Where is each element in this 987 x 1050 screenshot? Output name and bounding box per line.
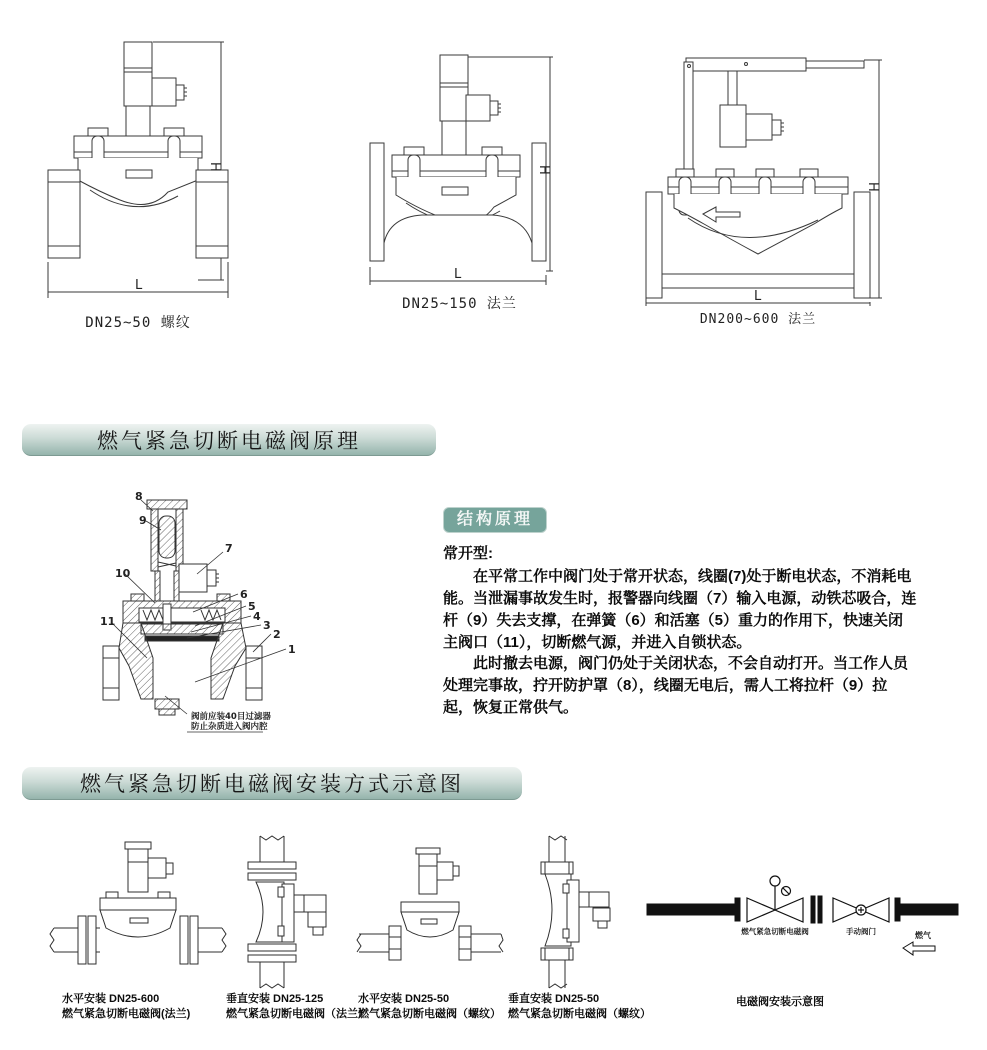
dim-label-l: L bbox=[454, 267, 462, 282]
callout-6: 6 bbox=[240, 588, 248, 601]
gas-flow-arrow-icon bbox=[903, 942, 935, 955]
callout-11: 11 bbox=[100, 615, 116, 628]
drawing-caption: DN25~50 螺纹 bbox=[85, 315, 191, 331]
red-note-line1: 阀前应装40目过滤器 bbox=[191, 712, 271, 722]
solenoid-actuator bbox=[720, 105, 746, 147]
dim-label-h: H bbox=[865, 182, 880, 192]
structure-principle-badge: 结构原理 bbox=[443, 507, 547, 533]
install-diagram-horizontal-flanged bbox=[48, 832, 228, 987]
manual-valve-symbol bbox=[833, 898, 889, 922]
install-diagram-horizontal-threaded bbox=[355, 840, 505, 985]
solenoid-actuator bbox=[440, 55, 468, 155]
install-caption-2-line2: 燃气紧急切断电磁阀（法兰） bbox=[226, 1008, 369, 1021]
callout-5: 5 bbox=[248, 600, 256, 613]
solenoid-valve-symbol bbox=[747, 876, 803, 922]
cross-section-diagram bbox=[95, 486, 310, 738]
install-caption-3-line1: 水平安装 DN25-50 bbox=[358, 993, 450, 1005]
callout-10: 10 bbox=[115, 567, 131, 580]
install-caption-3 bbox=[358, 992, 501, 1023]
dim-label-l: L bbox=[135, 278, 143, 293]
install-caption-2 bbox=[226, 992, 369, 1023]
callout-9: 9 bbox=[139, 514, 147, 527]
pull-rod bbox=[159, 516, 175, 558]
install-diagram-vertical-flanged bbox=[218, 832, 343, 992]
gas-flow-label: 燃气 bbox=[915, 931, 931, 940]
install-caption-2-line1: 垂直安装 DN25-125 bbox=[226, 993, 324, 1005]
solenoid-valve-symbol-label: 燃气紧急切断电磁阀 bbox=[741, 927, 809, 936]
valve-drawing-flanged bbox=[362, 45, 557, 290]
install-caption-4-line2: 燃气紧急切断电磁阀（螺纹） bbox=[508, 1008, 651, 1021]
callout-3: 3 bbox=[263, 619, 271, 632]
install-caption-1-line2: 燃气紧急切断电磁阀(法兰) bbox=[62, 1008, 191, 1021]
install-diagram-vertical-threaded bbox=[505, 832, 630, 992]
drawing-caption: DN25~150 法兰 bbox=[402, 296, 517, 312]
callout-1: 1 bbox=[288, 643, 296, 656]
install-caption-1 bbox=[62, 992, 190, 1023]
dim-label-h: H bbox=[207, 162, 222, 172]
callout-4: 4 bbox=[253, 610, 261, 623]
install-caption-4-line1: 垂直安装 DN25-50 bbox=[508, 993, 600, 1005]
solenoid-actuator bbox=[124, 42, 152, 136]
valve-drawing-large-flanged bbox=[628, 42, 888, 307]
pipe-schematic bbox=[645, 872, 960, 962]
callout-2: 2 bbox=[273, 628, 281, 641]
section-header-principle: 燃气紧急切断电磁阀原理 bbox=[22, 424, 436, 456]
seal-disc bbox=[145, 636, 219, 641]
install-caption-4 bbox=[508, 992, 651, 1023]
manual-valve-symbol-label: 手动阀门 bbox=[846, 927, 876, 936]
pipe-right bbox=[900, 904, 958, 915]
drawing-caption: DN200~600 法兰 bbox=[699, 312, 817, 327]
pipe-left bbox=[647, 904, 735, 915]
callout-8: 8 bbox=[135, 490, 143, 503]
manual-reset-lever bbox=[684, 58, 864, 177]
valve-drawing-threaded bbox=[38, 12, 238, 307]
callout-7: 7 bbox=[225, 542, 233, 555]
principle-text bbox=[443, 543, 917, 719]
red-note bbox=[165, 696, 271, 732]
junction-box bbox=[152, 78, 187, 106]
install-caption-3-line2: 燃气紧急切断电磁阀（螺纹） bbox=[358, 1008, 501, 1021]
piston bbox=[141, 624, 223, 634]
section-header-installation: 燃气紧急切断电磁阀安装方式示意图 bbox=[22, 767, 522, 800]
red-note-line2: 防止杂质进入阀内腔 bbox=[191, 722, 268, 732]
principle-paragraph-2: 此时撤去电源，阀门仍处于关闭状态，不会自动打开。当工作人员处理完事故，拧开防护罩（8），线圈无电后，需人工将拉杆（9）拉起，恢复正常供气。 bbox=[443, 655, 909, 717]
dim-label-h: H bbox=[536, 165, 551, 175]
junction-box bbox=[746, 114, 784, 140]
principle-paragraph-1: 在平常工作中阀门处于常开状态，线圈(7)处于断电状态，不消耗电能。当泄漏事故发生时，报警器向线圈（7）输入电源，动铁芯吸合，连杆（9）失去支撑，在弹簧（6）和活塞（5）重力的作用下，快速关闭主阀口（11），切断燃气源，并进入自锁状态。 bbox=[443, 567, 917, 651]
valve-type-heading: 常开型: bbox=[443, 545, 493, 562]
dim-label-l: L bbox=[754, 289, 762, 304]
junction-box bbox=[466, 95, 501, 121]
coil bbox=[179, 564, 219, 592]
schematic-caption: 电磁阀安装示意图 bbox=[736, 996, 824, 1008]
install-caption-1-line1: 水平安装 DN25-600 bbox=[62, 993, 160, 1005]
